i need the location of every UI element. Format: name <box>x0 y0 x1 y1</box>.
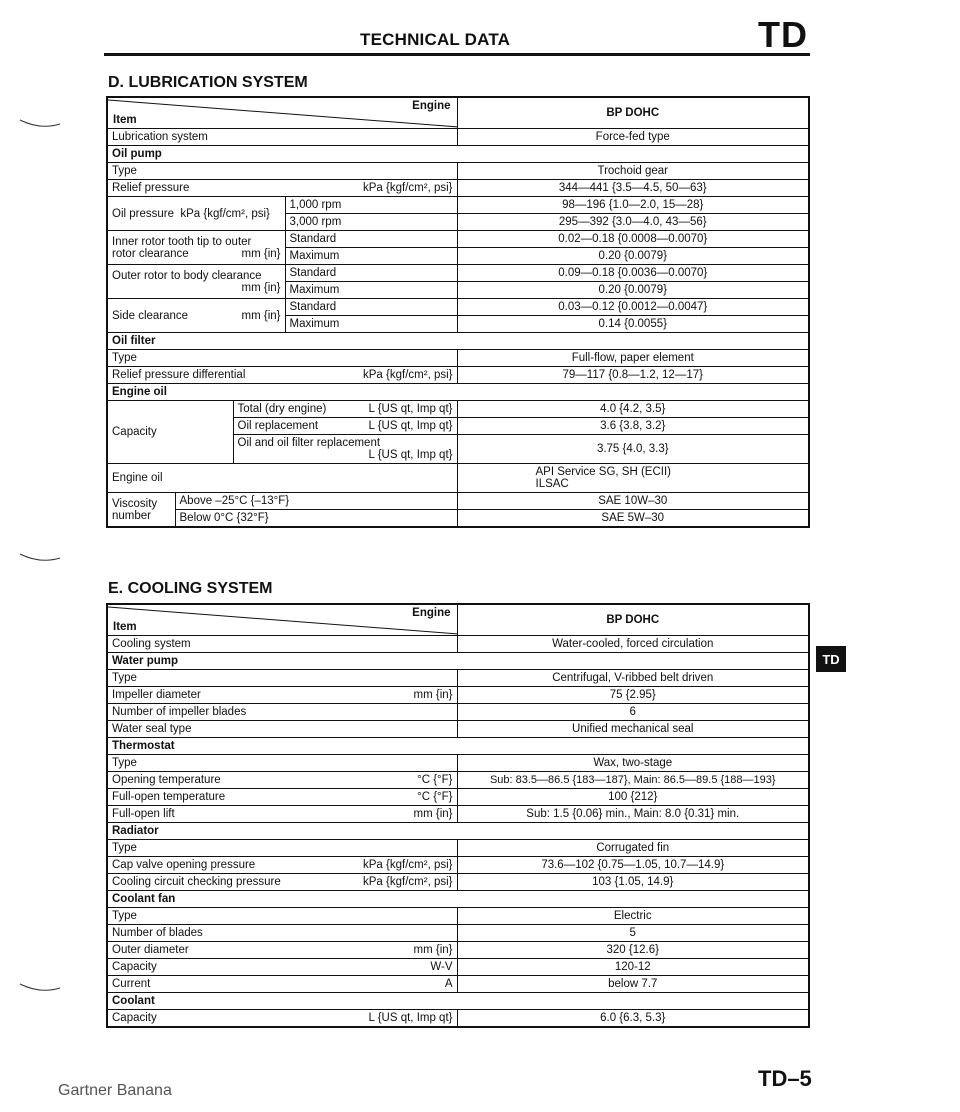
row-value: Trochoid gear <box>457 163 809 180</box>
header-rule <box>104 53 810 56</box>
table-row <box>107 636 809 653</box>
table-row <box>107 265 809 282</box>
label-text: Capacity <box>112 1012 157 1024</box>
condition-label: Standard <box>285 299 457 316</box>
label-text: Full-open temperature <box>112 791 226 803</box>
engine-model-header: BP DOHC <box>457 97 809 129</box>
cooling-section-title: E. COOLING SYSTEM <box>108 580 273 597</box>
label-text: Opening temperature <box>112 774 221 786</box>
row-value: 103 {1.05, 14.9} <box>457 874 809 891</box>
row-label <box>107 942 457 959</box>
condition-label: Standard <box>285 231 457 248</box>
group-label: Engine oil <box>107 384 809 401</box>
condition-label: Maximum <box>285 248 457 265</box>
section-code: TD <box>758 14 808 55</box>
row-value: 79—117 {0.8—1.2, 12—17} <box>457 367 809 384</box>
row-label <box>107 874 457 891</box>
header-diagonal <box>108 98 457 128</box>
row-value: 0.03—0.12 {0.0012—0.0047} <box>457 299 809 316</box>
row-value <box>457 464 809 493</box>
row-value: Corrugated fin <box>457 840 809 857</box>
unit-text: L {US qt, Imp qt} <box>368 420 453 432</box>
condition-label: Standard <box>285 265 457 282</box>
group-row-oil-pump <box>107 146 809 163</box>
label-text: Outer rotor to body clearance <box>112 269 262 282</box>
condition-label: Maximum <box>285 282 457 299</box>
row-value: Unified mechanical seal <box>457 721 809 738</box>
row-label <box>107 772 457 789</box>
table-row <box>107 976 809 993</box>
row-value: Force-fed type <box>457 129 809 146</box>
row-value: Sub: 83.5—86.5 {183—187}, Main: 86.5—89.5 {188—193} <box>457 772 809 789</box>
table-row <box>107 510 809 528</box>
row-label: Capacity <box>107 401 233 464</box>
unit-text: L {US qt, Imp qt} <box>368 403 453 415</box>
label-text: Relief pressure <box>112 182 190 194</box>
table-row <box>107 670 809 687</box>
unit-text: °C {°F} <box>417 774 453 786</box>
table-row <box>107 687 809 704</box>
value-line: ILSAC <box>535 478 569 490</box>
row-label <box>107 959 457 976</box>
binding-mark <box>16 552 66 568</box>
page-header-title: TECHNICAL DATA <box>360 30 511 49</box>
label-text: Capacity <box>112 961 157 973</box>
condition-label: 1,000 rpm <box>285 197 457 214</box>
table-row <box>107 350 809 367</box>
watermark-text: Gartner Banana <box>58 1082 172 1099</box>
table-row <box>107 857 809 874</box>
table-row <box>107 299 809 316</box>
group-label: Coolant fan <box>107 891 809 908</box>
header-diagonal <box>108 605 457 635</box>
unit-text: L {US qt, Imp qt} <box>368 1012 453 1024</box>
row-value: 73.6—102 {0.75—1.05, 10.7—14.9} <box>457 857 809 874</box>
unit-text: A <box>444 978 453 990</box>
row-label: Type <box>107 908 457 925</box>
row-label <box>107 265 285 299</box>
row-value: 4.0 {4.2, 3.5} <box>457 401 809 418</box>
row-label: Type <box>107 350 457 367</box>
row-label <box>107 299 285 333</box>
table-row <box>107 163 809 180</box>
unit-text: mm {in} <box>413 689 453 701</box>
unit-text: °C {°F} <box>417 791 453 803</box>
group-label: Coolant <box>107 993 809 1010</box>
table-row <box>107 493 809 510</box>
table-row <box>107 1010 809 1028</box>
row-value: Electric <box>457 908 809 925</box>
binding-mark <box>16 118 66 134</box>
label-text: Cap valve opening pressure <box>112 859 256 871</box>
group-label: Thermostat <box>107 738 809 755</box>
engine-label: Engine <box>412 607 451 619</box>
row-value: below 7.7 <box>457 976 809 993</box>
row-value: 3.6 {3.8, 3.2} <box>457 418 809 435</box>
row-value: 0.09—0.18 {0.0036—0.0070} <box>457 265 809 282</box>
label-text: Impeller diameter <box>112 689 201 701</box>
row-value: Water-cooled, forced circulation <box>457 636 809 653</box>
item-label: Item <box>113 621 137 633</box>
unit-text: mm {in} <box>241 281 281 294</box>
label-text: rotor clearance <box>112 247 189 260</box>
label-text: Current <box>112 978 151 990</box>
label-text: Oil replacement <box>237 420 319 432</box>
row-value: 295—392 {3.0—4.0, 43—56} <box>457 214 809 231</box>
group-label: Oil filter <box>107 333 809 350</box>
group-row-coolant <box>107 993 809 1010</box>
sub-label <box>233 418 457 435</box>
group-row-thermostat <box>107 738 809 755</box>
row-label <box>107 493 175 528</box>
table-row <box>107 401 809 418</box>
row-value: 100 {212} <box>457 789 809 806</box>
row-value: 0.14 {0.0055} <box>457 316 809 333</box>
row-label: Water seal type <box>107 721 457 738</box>
unit-text: kPa {kgf/cm², psi} <box>363 876 453 888</box>
row-value: SAE 5W–30 <box>457 510 809 528</box>
row-label <box>107 687 457 704</box>
row-label: Number of blades <box>107 925 457 942</box>
cooling-spec-table <box>106 603 810 1028</box>
row-value: 6.0 {6.3, 5.3} <box>457 1010 809 1028</box>
row-label <box>107 789 457 806</box>
condition-label: Below 0°C {32°F} <box>175 510 457 528</box>
table-row <box>107 789 809 806</box>
row-value: 3.75 {4.0, 3.3} <box>457 435 809 464</box>
unit-text: kPa {kgf/cm², psi} <box>180 207 270 220</box>
table-row <box>107 959 809 976</box>
table-row <box>107 180 809 197</box>
row-value: Sub: 1.5 {0.06} min., Main: 8.0 {0.31} min. <box>457 806 809 823</box>
table-row <box>107 129 809 146</box>
unit-text: L {US qt, Imp qt} <box>368 449 453 461</box>
label-text: Full-open lift <box>112 808 175 820</box>
table-row <box>107 925 809 942</box>
value-line: API Service SG, SH (ECII) <box>535 466 671 478</box>
unit-text: mm {in} <box>413 808 453 820</box>
sub-label <box>233 401 457 418</box>
table-row <box>107 721 809 738</box>
row-value: Full-flow, paper element <box>457 350 809 367</box>
group-label: Radiator <box>107 823 809 840</box>
table-row <box>107 840 809 857</box>
label-text: number <box>112 509 151 522</box>
table-row <box>107 772 809 789</box>
row-value: 344—441 {3.5—4.5, 50—63} <box>457 180 809 197</box>
binding-mark <box>16 982 66 998</box>
unit-text: W-V <box>430 961 453 973</box>
unit-text: mm {in} <box>413 944 453 956</box>
page-number: TD–5 <box>758 1066 812 1091</box>
row-value: 98—196 {1.0—2.0, 15—28} <box>457 197 809 214</box>
group-row-coolant-fan <box>107 891 809 908</box>
unit-text: mm {in} <box>241 309 281 322</box>
engine-item-header-cell <box>107 97 457 129</box>
label-text: Total (dry engine) <box>237 403 327 415</box>
row-label: Type <box>107 670 457 687</box>
row-label <box>107 1010 457 1028</box>
row-label: Lubrication system <box>107 129 457 146</box>
row-label <box>107 197 285 231</box>
lubrication-spec-table <box>106 96 810 528</box>
row-value: 120-12 <box>457 959 809 976</box>
row-label <box>107 806 457 823</box>
condition-label: Above –25°C {–13°F} <box>175 493 457 510</box>
row-value: Centrifugal, V-ribbed belt driven <box>457 670 809 687</box>
group-label: Water pump <box>107 653 809 670</box>
unit-text: kPa {kgf/cm², psi} <box>363 182 453 194</box>
group-label: Oil pump <box>107 146 809 163</box>
row-value: 5 <box>457 925 809 942</box>
unit-text: kPa {kgf/cm², psi} <box>363 369 453 381</box>
table-row <box>107 755 809 772</box>
table-row <box>107 704 809 721</box>
unit-text: kPa {kgf/cm², psi} <box>363 859 453 871</box>
row-value: Wax, two-stage <box>457 755 809 772</box>
row-label: Number of impeller blades <box>107 704 457 721</box>
label-text: Side clearance <box>112 309 189 322</box>
table-header-row <box>107 604 809 636</box>
row-label <box>107 367 457 384</box>
lubrication-section-title: D. LUBRICATION SYSTEM <box>108 74 308 91</box>
row-value: 6 <box>457 704 809 721</box>
label-text: Viscosity <box>112 497 158 510</box>
item-label: Item <box>113 114 137 126</box>
condition-label: Maximum <box>285 316 457 333</box>
label-text: Outer diameter <box>112 944 189 956</box>
table-row <box>107 874 809 891</box>
condition-label: 3,000 rpm <box>285 214 457 231</box>
table-row <box>107 231 809 248</box>
row-label <box>107 231 285 265</box>
row-label <box>107 976 457 993</box>
group-row-engine-oil <box>107 384 809 401</box>
label-text: Inner rotor tooth tip to outer <box>112 235 252 248</box>
label-text: Cooling circuit checking pressure <box>112 876 281 888</box>
row-label <box>107 180 457 197</box>
row-value: SAE 10W–30 <box>457 493 809 510</box>
table-header-row <box>107 97 809 129</box>
table-row <box>107 942 809 959</box>
row-label: Engine oil <box>107 464 457 493</box>
row-label: Type <box>107 840 457 857</box>
row-label: Type <box>107 755 457 772</box>
unit-text: mm {in} <box>241 247 281 260</box>
label-text: Oil and oil filter replacement <box>237 437 381 449</box>
section-tab: TD <box>816 646 846 672</box>
group-row-water-pump <box>107 653 809 670</box>
engine-model-header: BP DOHC <box>457 604 809 636</box>
table-row <box>107 806 809 823</box>
row-value: 75 {2.95} <box>457 687 809 704</box>
row-value: 0.20 {0.0079} <box>457 248 809 265</box>
label-text: Relief pressure differential <box>112 369 246 381</box>
table-row <box>107 197 809 214</box>
group-row-oil-filter <box>107 333 809 350</box>
table-row <box>107 464 809 493</box>
row-label: Type <box>107 163 457 180</box>
row-label <box>107 857 457 874</box>
row-value: 0.20 {0.0079} <box>457 282 809 299</box>
engine-item-header-cell <box>107 604 457 636</box>
label-text: Oil pressure <box>112 207 174 220</box>
table-row <box>107 367 809 384</box>
row-value: 0.02—0.18 {0.0008—0.0070} <box>457 231 809 248</box>
row-value: 320 {12.6} <box>457 942 809 959</box>
sub-label <box>233 435 457 464</box>
row-label: Cooling system <box>107 636 457 653</box>
group-row-radiator <box>107 823 809 840</box>
engine-label: Engine <box>412 100 451 112</box>
table-row <box>107 908 809 925</box>
